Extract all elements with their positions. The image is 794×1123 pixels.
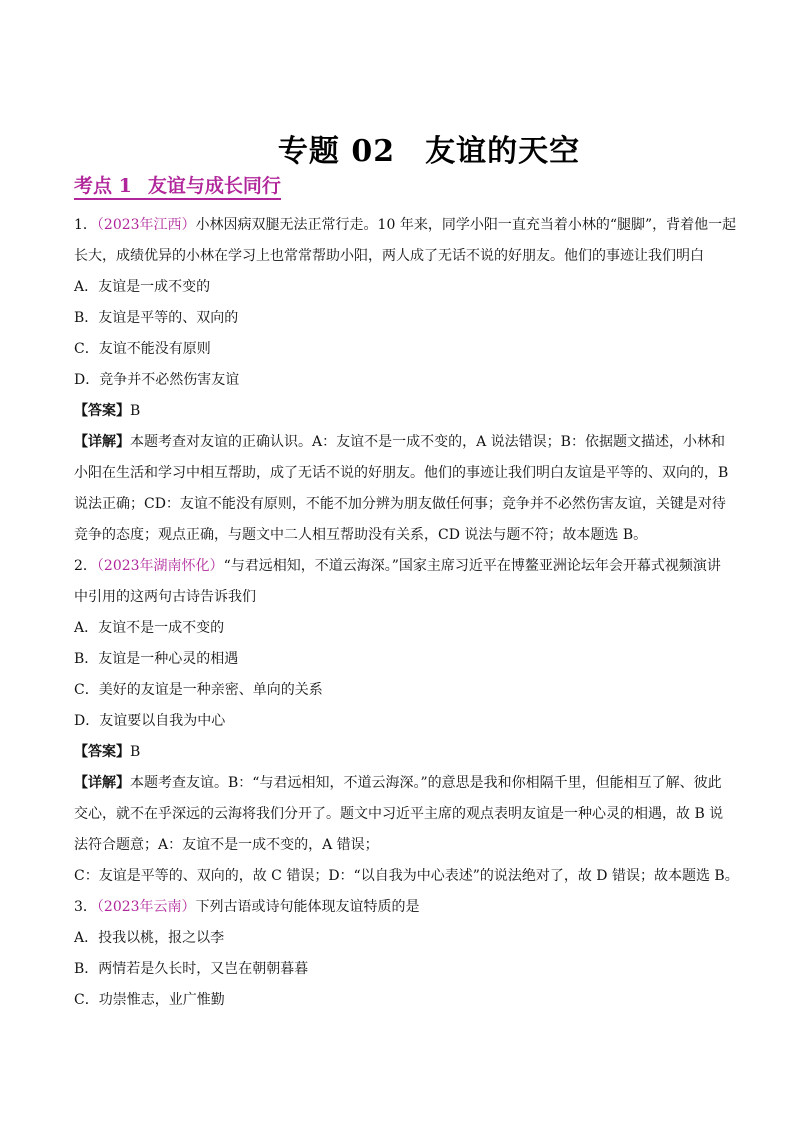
option-c: C．友谊不能没有原则 xyxy=(74,341,211,357)
question-1 xyxy=(74,210,737,551)
question-stem xyxy=(74,551,724,582)
option-b: B．友谊是平等的、双向的 xyxy=(74,310,239,326)
option-b: B．友谊是一种心灵的相遇 xyxy=(74,651,239,667)
option-a: A．投我以桃，报之以李 xyxy=(74,930,225,946)
answer-label: 【答案】 xyxy=(74,744,130,760)
question-stem-text: 下列古语或诗句能体现友谊特质的是 xyxy=(195,899,420,915)
answer xyxy=(74,396,724,427)
section-name: 友谊与成长同行 xyxy=(147,175,281,197)
title-sub: 友谊的天空 xyxy=(425,134,581,169)
option-b: B．两情若是久长时，又岂在朝朝暮暮 xyxy=(74,961,309,977)
section-heading xyxy=(74,174,281,200)
detail-line xyxy=(74,768,724,799)
answer-value: B xyxy=(130,744,141,760)
answer-value: B xyxy=(130,403,141,419)
question-3 xyxy=(74,892,724,1016)
detail-text: 本题考查友谊。B：“与君远相知，不道云海深。”的意思是我和你相隔千里，但能相互了解、彼此 xyxy=(130,775,722,791)
detail-line: 法符合题意；A：友谊不是一成不变的，A 错误； xyxy=(74,837,379,853)
question-number: 2． xyxy=(74,558,97,574)
question-stem-text: 小林因病双腿无法正常行走。10 年来，同学小阳一直充当着小林的“腿脚”，背着他一起 xyxy=(195,217,737,233)
detail-line: 说法正确；CD：友谊不能没有原则，不能不加分辨为朋友做任何事；竞争并不必然伤害友谊，关键是对待 xyxy=(74,496,726,512)
option-d: D．友谊要以自我为中心 xyxy=(74,713,226,729)
detail-label: 【详解】 xyxy=(74,434,130,450)
question-source: （2023年云南） xyxy=(96,899,196,915)
question-source: （2023年湖南怀化） xyxy=(96,558,224,574)
question-stem xyxy=(74,210,737,241)
option-a: A．友谊不是一成不变的 xyxy=(74,620,225,636)
question-number: 3． xyxy=(74,899,97,915)
detail-text: 本题考查对友谊的正确认识。A：友谊不是一成不变的，A 说法错误；B：依据题文描述，小林和 xyxy=(130,434,725,450)
option-d: D．竞争并不必然伤害友谊 xyxy=(74,372,240,388)
detail-line xyxy=(74,427,724,458)
detail-label: 【详解】 xyxy=(74,775,130,791)
question-2 xyxy=(74,551,739,892)
option-c: C．美好的友谊是一种亲密、单向的关系 xyxy=(74,682,323,698)
question-stem xyxy=(74,892,724,923)
question-number: 1． xyxy=(74,217,97,233)
detail-line: 交心，就不在乎深远的云海将我们分开了。题文中习近平主席的观点表明友谊是一种心灵的相遇，故 B 说 xyxy=(74,806,724,822)
page-title xyxy=(0,126,794,170)
question-list xyxy=(74,210,739,1016)
detail-line: 竞争的态度；观点正确，与题文中二人相互帮助没有关系，CD 说法与题不符；故本题选 B。 xyxy=(74,527,648,543)
question-stem-text: “与君远相知，不道云海深。”国家主席习近平在博鳌亚洲论坛年会开幕式视频演讲 xyxy=(223,558,721,574)
answer xyxy=(74,737,724,768)
question-stem-line: 中引用的这两句古诗告诉我们 xyxy=(74,589,256,605)
question-stem-line: 长大，成绩优异的小林在学习上也常常帮助小阳，两人成了无话不说的好朋友。他们的事迹让我们明白 xyxy=(74,248,704,264)
option-c: C．功崇惟志，业广惟勤 xyxy=(74,992,225,1008)
detail-line: C：友谊是平等的、双向的，故 C 错误；D：“以自我为中心表述”的说法绝对了，故 D 错误；故本题选 B。 xyxy=(74,868,739,884)
detail-line: 小阳在生活和学习中相互帮助，成了无话不说的好朋友。他们的事迹让我们明白友谊是平等的、双向的，B xyxy=(74,465,729,481)
answer-label: 【答案】 xyxy=(74,403,130,419)
option-a: A．友谊是一成不变的 xyxy=(74,279,211,295)
section-label: 考点 1 xyxy=(74,175,132,197)
title-main: 专题 02 xyxy=(277,134,396,169)
question-source: （2023年江西） xyxy=(96,217,196,233)
